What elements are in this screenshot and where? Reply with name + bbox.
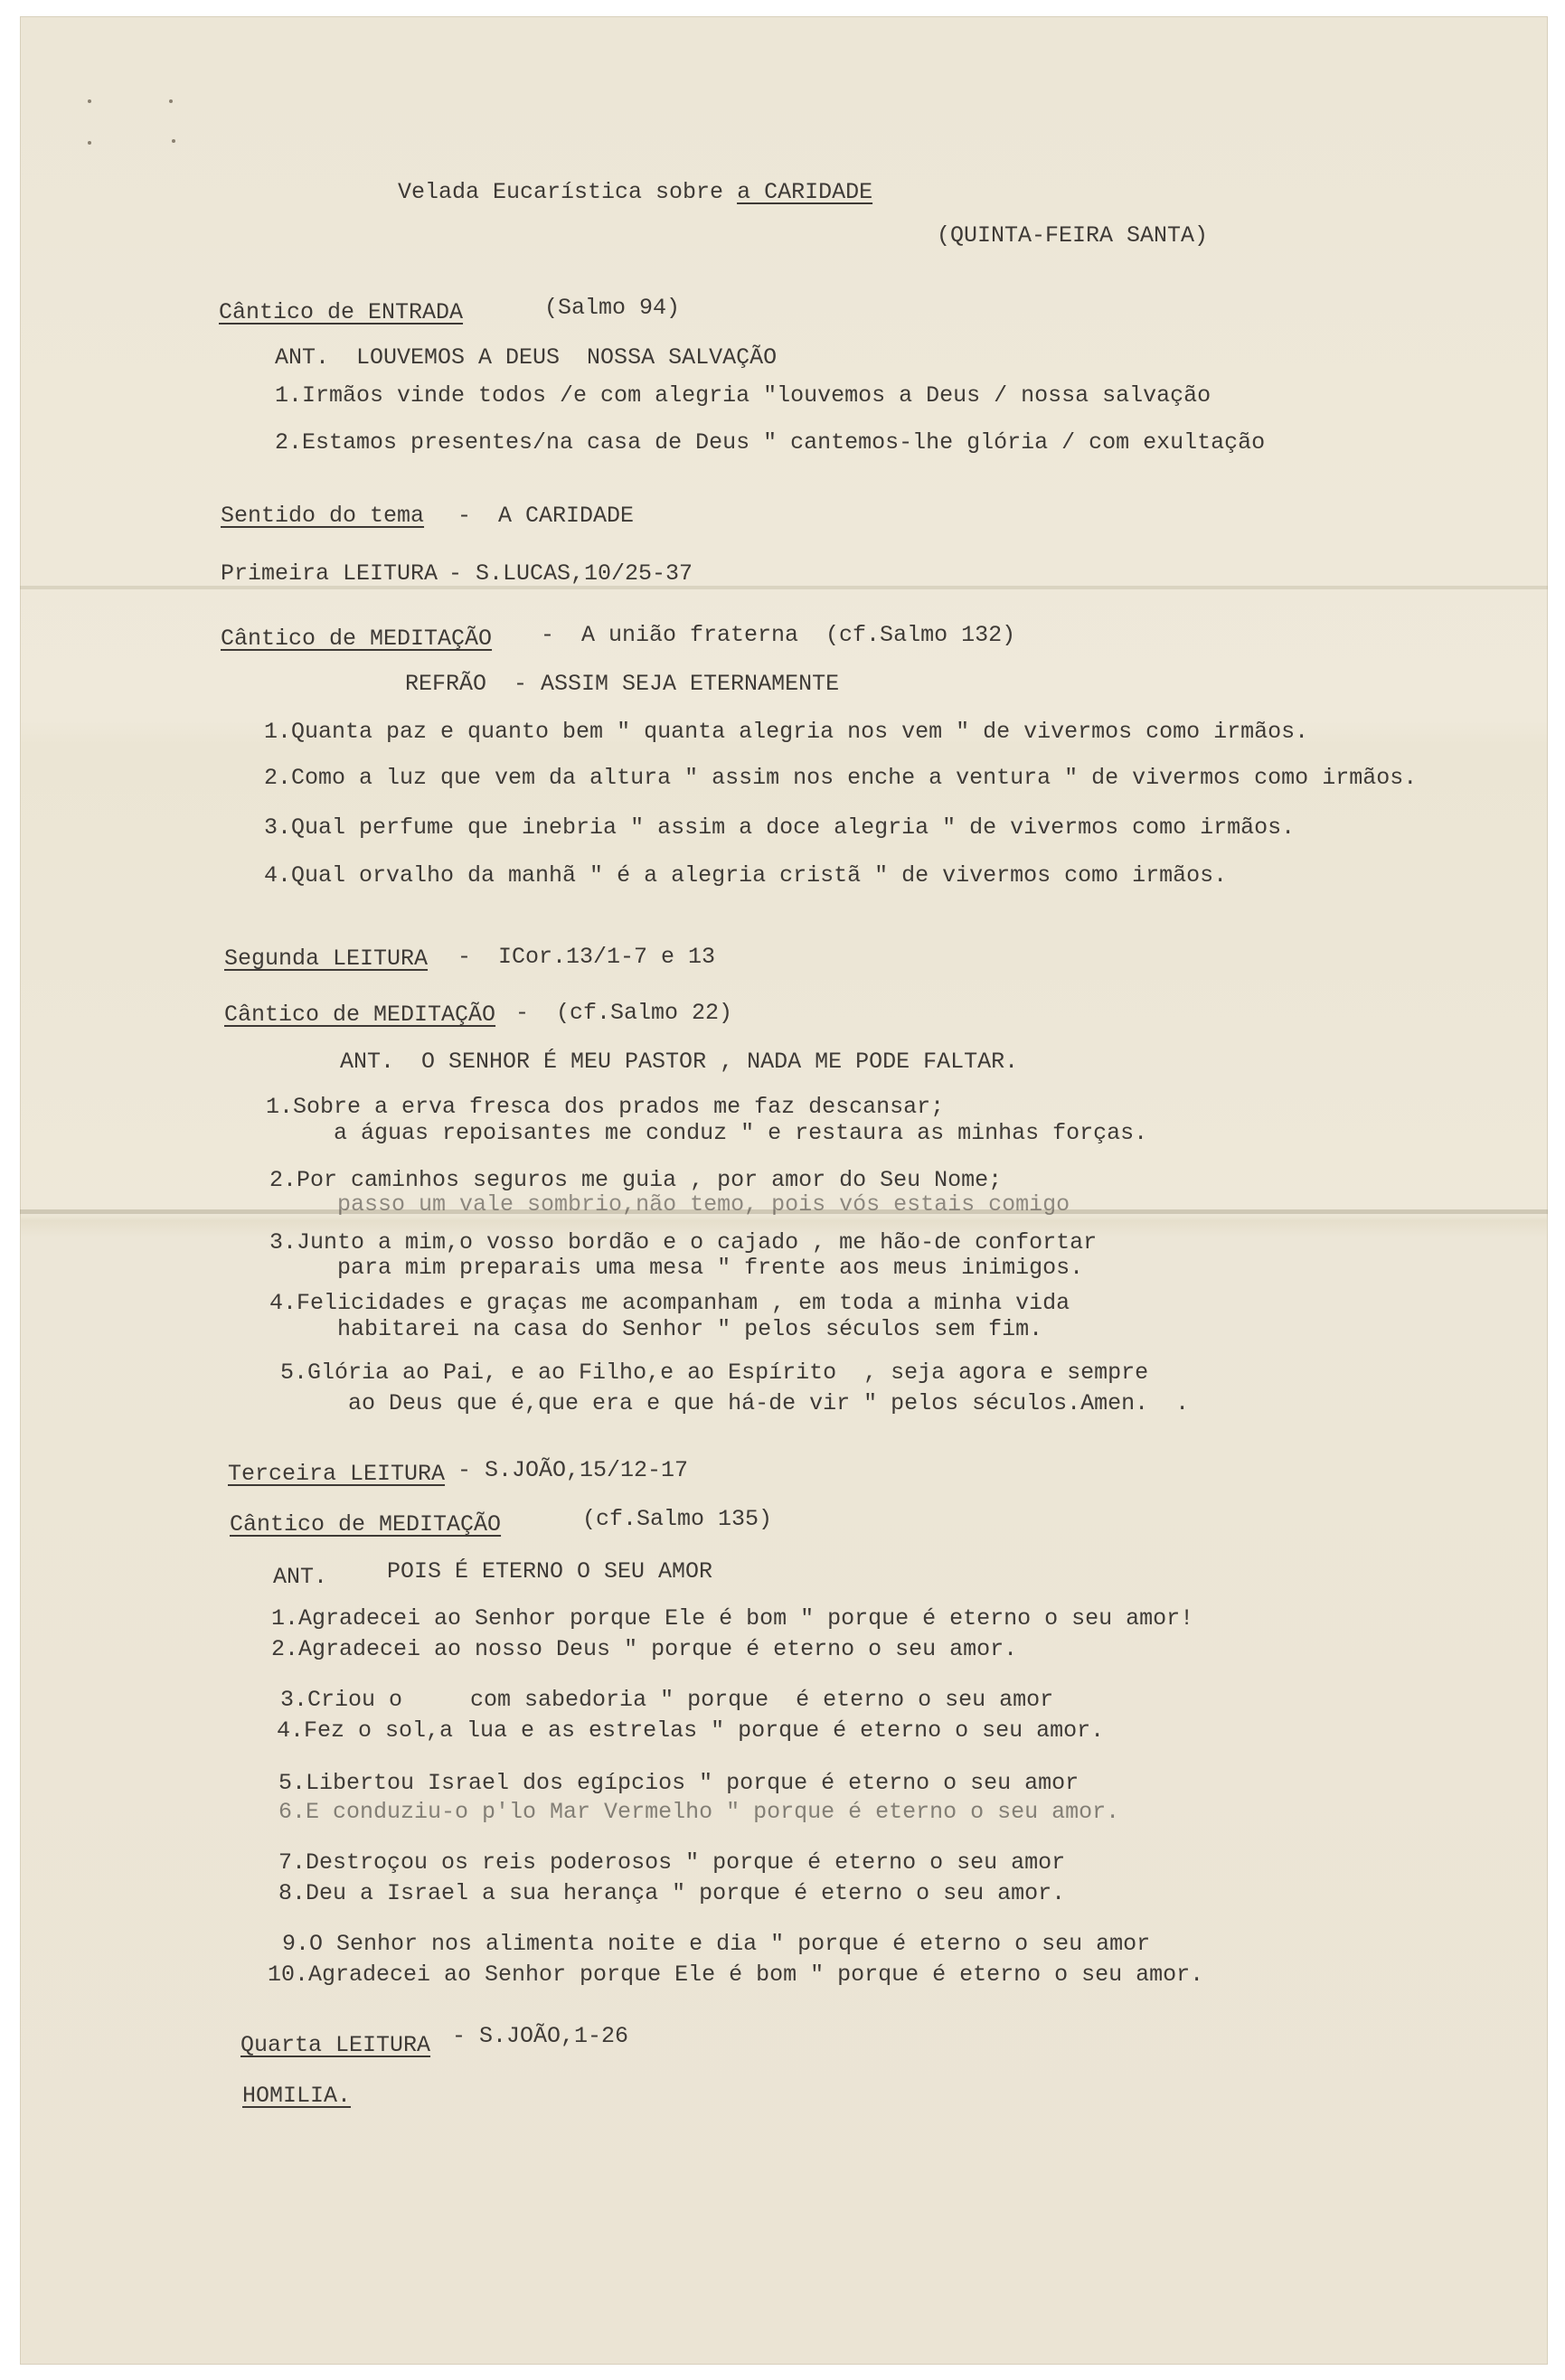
section-heading-meditacao-2: Cântico de MEDITAÇÃO (224, 1002, 496, 1028)
verse-line: 3.Qual perfume que inebria " assim a doce alegria " de vivermos como irmãos. (264, 814, 1296, 841)
meditacao-1-refrao: REFRÃO - ASSIM SEJA ETERNAMENTE (405, 671, 840, 697)
section-heading-primeira: Primeira LEITURA (221, 560, 438, 587)
section-heading-meditacao-1: Cântico de MEDITAÇÃO (221, 626, 493, 652)
verse-line: 4.Qual orvalho da manhã " é a alegria cristã " de vivermos como irmãos. (264, 862, 1228, 889)
section-heading-sentido: Sentido do tema (221, 503, 425, 529)
paper-speck (88, 99, 91, 103)
verse-line: 1.Sobre a erva fresca dos prados me faz descansar; (266, 1094, 945, 1120)
section-heading-homilia: HOMILIA. (242, 2083, 352, 2109)
entrada-ref: (Salmo 94) (544, 295, 681, 321)
verse-line-faded: passo um vale sombrio,não temo, pois vós estais comigo (269, 1191, 1070, 1218)
verse-line: 4.Felicidades e graças me acompanham , em toda a minha vida (269, 1290, 1070, 1316)
verse-line: habitarei na casa do Senhor " pelos séculos sem fim. (269, 1316, 1043, 1342)
paper-speck (88, 141, 91, 145)
verse-line: 7.Destroçou os reis poderosos " porque é eterno o seu amor (278, 1849, 1066, 1876)
quarta-text: - S.JOÃO,1-26 (452, 2023, 629, 2049)
entrada-antiphon: ANT. LOUVEMOS A DEUS NOSSA SALVAÇÃO (275, 344, 778, 371)
verse-line: 2.Como a luz que vem da altura " assim nos enche a ventura " de vivermos como irmãos. (264, 765, 1418, 791)
sentido-text: - A CARIDADE (457, 503, 635, 529)
verse-line: 1.Agradecei ao Senhor porque Ele é bom " porque é eterno o seu amor! (271, 1605, 1194, 1632)
meditacao-3-text: (cf.Salmo 135) (582, 1506, 773, 1532)
verse-line: 1.Quanta paz e quanto bem " quanta alegria nos vem " de vivermos como irmãos. (264, 719, 1309, 745)
section-heading-entrada: Cântico de ENTRADA (219, 299, 464, 325)
verse-line: 5.Glória ao Pai, e ao Filho,e ao Espírito , seja agora e sempre (280, 1359, 1149, 1386)
paper-speck (169, 99, 173, 103)
section-heading-terceira: Terceira LEITURA (228, 1461, 446, 1487)
verse-line: a águas repoisantes me conduz " e restaura as minhas forças. (266, 1120, 1148, 1146)
verse-line: 2.Agradecei ao nosso Deus " porque é eterno o seu amor. (271, 1636, 1018, 1662)
paper-speck (172, 139, 175, 143)
verse-line: para mim preparais uma mesa " frente aos meus inimigos. (269, 1255, 1084, 1281)
page-title: Velada Eucarística sobre a CARIDADE (398, 179, 873, 205)
verse-line: 3.Junto a mim,o vosso bordão e o cajado , me hão-de confortar (269, 1229, 1098, 1256)
meditacao-2-text: - (cf.Salmo 22) (515, 1000, 733, 1026)
verse-line: 3.Criou o com sabedoria " porque é eterno o seu amor (280, 1687, 1054, 1713)
verse-line: 8.Deu a Israel a sua herança " porque é eterno o seu amor. (278, 1880, 1066, 1906)
section-heading-segunda: Segunda LEITURA (224, 945, 429, 972)
verse-line: 5.Libertou Israel dos egípcios " porque é eterno o seu amor (278, 1770, 1079, 1796)
terceira-text: - S.JOÃO,15/12-17 (457, 1457, 689, 1483)
section-heading-meditacao-3: Cântico de MEDITAÇÃO (230, 1511, 502, 1538)
meditacao-3-antiphon: POIS É ETERNO O SEU AMOR (387, 1558, 713, 1585)
verse-line: ao Deus que é,que era e que há-de vir " pelos séculos.Amen. . (280, 1390, 1190, 1416)
page-subtitle: (QUINTA-FEIRA SANTA) (937, 222, 1209, 249)
primeira-text: - S.LUCAS,10/25-37 (448, 560, 693, 587)
meditacao-2-antiphon: ANT. O SENHOR É MEU PASTOR , NADA ME PODE FALTAR. (340, 1049, 1019, 1075)
section-heading-quarta: Quarta LEITURA (240, 2032, 431, 2058)
verse-line-faded: 6.E conduziu-o p'lo Mar Vermelho " porque é eterno o seu amor. (278, 1799, 1120, 1825)
meditacao-3-antiphon-label: ANT. (273, 1564, 328, 1590)
verse-line: 1.Irmãos vinde todos /e com alegria "louvemos a Deus / nossa salvação (275, 382, 1211, 409)
verse-line: 2.Estamos presentes/na casa de Deus " cantemos-lhe glória / com exultação (275, 429, 1266, 456)
meditacao-1-text: - A união fraterna (cf.Salmo 132) (541, 622, 1016, 648)
verse-line: 4.Fez o sol,a lua e as estrelas " porque é eterno o seu amor. (277, 1717, 1105, 1744)
verse-line: 2.Por caminhos seguros me guia , por amor do Seu Nome; (269, 1167, 1003, 1193)
verse-line: 10.Agradecei ao Senhor porque Ele é bom " porque é eterno o seu amor. (268, 1961, 1204, 1988)
segunda-text: - ICor.13/1-7 e 13 (457, 944, 716, 970)
verse-line: 9.O Senhor nos alimenta noite e dia " porque é eterno o seu amor (282, 1931, 1151, 1957)
